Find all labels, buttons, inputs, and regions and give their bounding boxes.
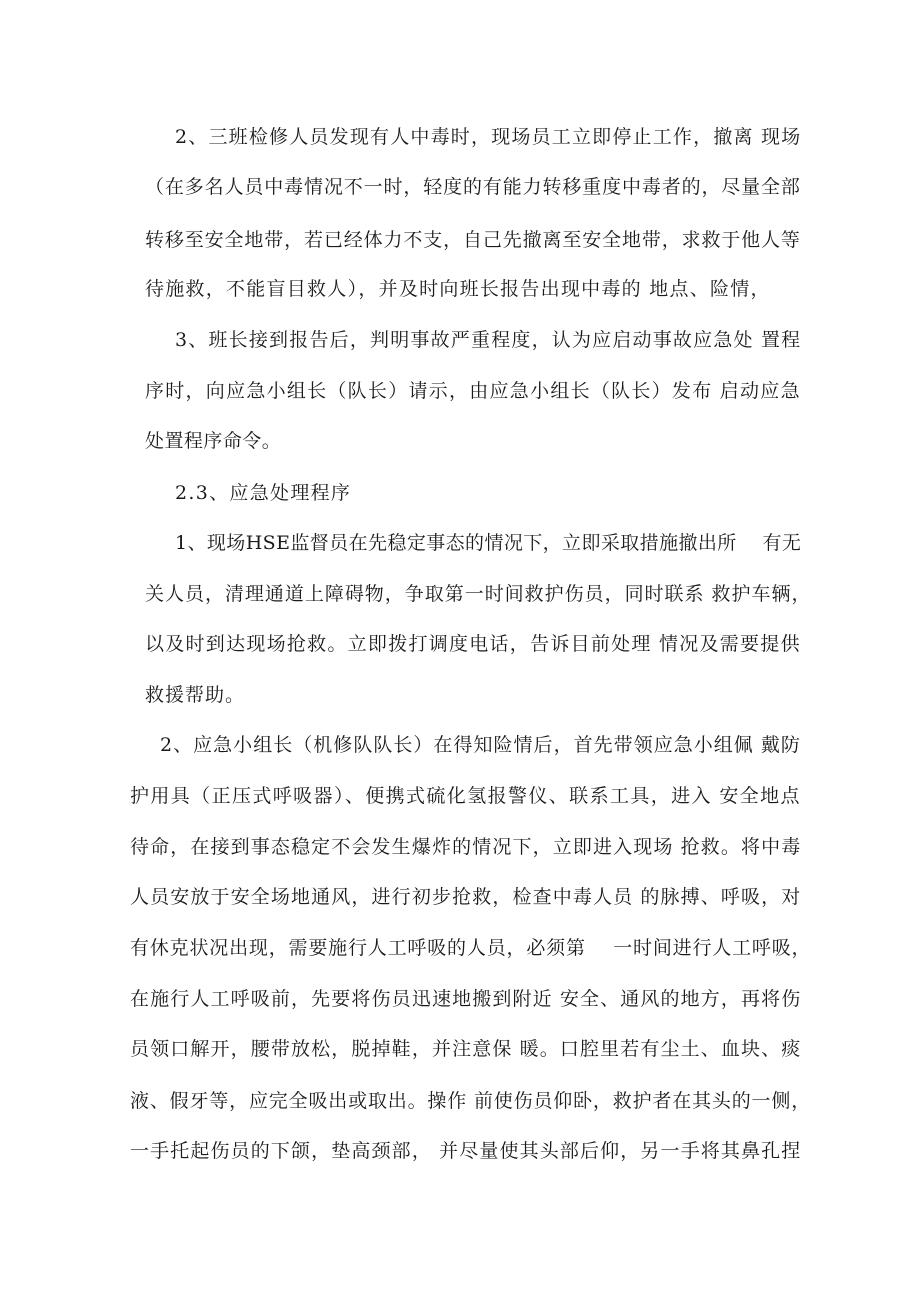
section-heading: 2.3、应急处理程序 bbox=[175, 482, 352, 504]
text-line: 救援帮助。 bbox=[145, 684, 246, 706]
text-line: 液、假牙等，应完全吸出或取出。操作 前使伤员仰卧，救护者在其头的一侧， bbox=[130, 1090, 812, 1112]
text-line: 以及时到达现场抢救。立即拨打调度电话，告诉目前处理 情况及需要提供 bbox=[145, 633, 801, 655]
text-line: 3、班长接到报告后，判明事故严重程度，认为应启动事故应急处 置程 bbox=[175, 329, 802, 351]
text-line: 关人员，清理通道上障碍物，争取第一时间救护伤员，同时联系 救护车辆， bbox=[145, 583, 812, 605]
text-line: 护用具（正压式呼吸器）、便携式硫化氢报警仪、联系工具，进入 安全地点 bbox=[130, 785, 801, 807]
text-line: 在施行人工呼吸前，先要将伤员迅速地搬到附近 安全、通风的地方，再将伤 bbox=[130, 988, 802, 1010]
text-line: 人员安放于安全场地通风，进行初步抢救，检查中毒人员 的脉搏、呼吸，对 bbox=[130, 886, 802, 908]
text-line: （在多名人员中毒情况不一时，轻度的有能力转移重度中毒者的，尽量全部 bbox=[145, 176, 801, 198]
text-line: 1、现场HSE监督员在先稳定事态的情况下，立即采取措施撤出所 有无 bbox=[175, 532, 802, 554]
text-line: 转移至安全地带，若已经体力不支，自己先撤离至安全地带，求救于他人等 bbox=[145, 229, 801, 251]
text-line: 2、应急小组长（机修队队长）在得知险情后，首先带领应急小组佩 戴防 bbox=[160, 734, 801, 756]
text-line: 待施救，不能盲目救人），并及时向班长报告出现中毒的 地点、险情， bbox=[145, 278, 771, 300]
text-line: 序时，向应急小组长（队长）请示，由应急小组长（队长）发布 启动应急 bbox=[145, 380, 801, 402]
text-line: 处置程序命令。 bbox=[145, 430, 282, 452]
text-line: 一手托起伤员的下颌，垫高颈部， 并尽量使其头部后仰，另一手将其鼻孔捏 bbox=[130, 1140, 802, 1162]
text-line: 待命，在接到事态稳定不会发生爆炸的情况下，立即进入现场 抢救。将中毒 bbox=[130, 836, 802, 858]
text-line: 有休克状况出现，需要施行人工呼吸的人员，必须第 一时间进行人工呼吸， bbox=[130, 937, 812, 959]
text-line: 2、三班检修人员发现有人中毒时，现场员工立即停止工作，撤离 现场 bbox=[175, 126, 802, 148]
text-line: 员领口解开，腰带放松，脱掉鞋，并注意保 暖。口腔里若有尘土、血块、痰 bbox=[130, 1038, 802, 1060]
